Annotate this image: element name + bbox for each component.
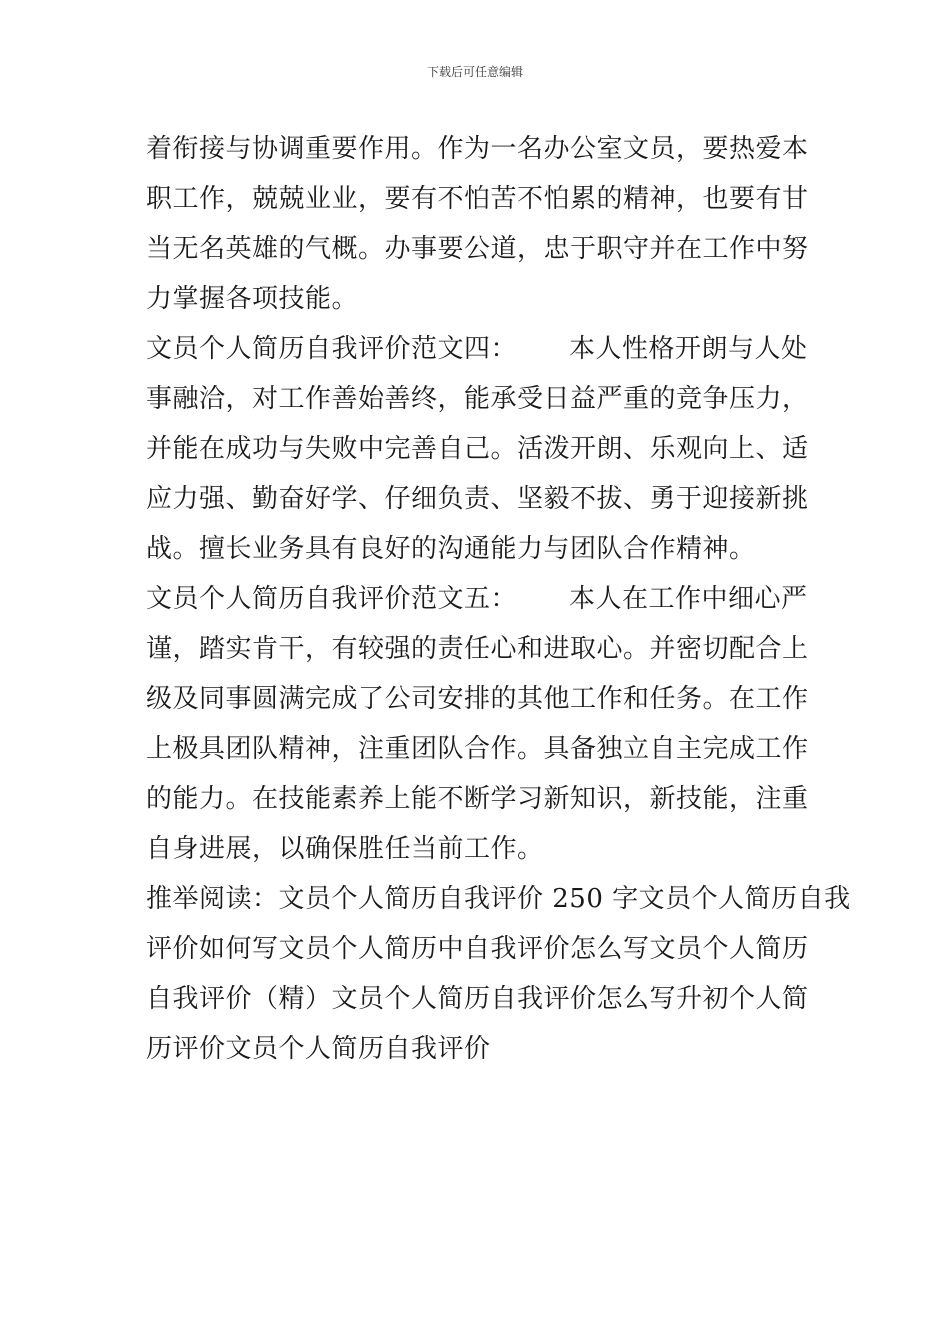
- page-header: 下载后可任意编辑: [426, 65, 523, 79]
- text-line: 自身进展，以确保胜任当前工作。: [146, 834, 544, 864]
- section-text-start: 本人性格开朗与人处: [569, 334, 808, 364]
- section-text-start: 本人在工作中细心严: [569, 584, 808, 614]
- text-line: 上极具团队精神，注重团队合作。具备独立自主完成工作: [146, 734, 809, 764]
- text-line: 评价如何写文员个人简历中自我评价怎么写文员个人简历: [146, 934, 809, 964]
- section-heading-4: [146, 324, 816, 374]
- document-body: [146, 124, 851, 1074]
- text-line: 并能在成功与失败中完善自己。活泼开朗、乐观向上、适: [146, 434, 809, 464]
- text-line: 的能力。在技能素养上能不断学习新知识，新技能，注重: [146, 784, 809, 814]
- text-line: 当无名英雄的气概。办事要公道，忠于职守并在工作中努: [146, 234, 809, 264]
- text-line: 战。擅长业务具有良好的沟通能力与团队合作精神。: [146, 534, 756, 564]
- text-line: 职工作，兢兢业业，要有不怕苦不怕累的精神，也要有甘: [146, 184, 809, 214]
- text-line: 推举阅读：文员个人简历自我评价 250 字文员个人简历自我: [146, 884, 851, 914]
- text-line: 力掌握各项技能。: [146, 284, 359, 314]
- text-line: 应力强、勤奋好学、仔细负责、坚毅不拔、勇于迎接新挑: [146, 484, 809, 514]
- section-title: 文员个人简历自我评价范文五：: [146, 584, 518, 614]
- text-line: 事融洽，对工作善始善终，能承受日益严重的竞争压力，: [146, 384, 809, 414]
- text-line: 着衔接与协调重要作用。作为一名办公室文员，要热爱本: [146, 134, 809, 164]
- text-line: 自我评价（精）文员个人简历自我评价怎么写升初个人简: [146, 984, 809, 1014]
- text-line: 谨，踏实肯干，有较强的责任心和进取心。并密切配合上: [146, 634, 809, 664]
- text-line: 级及同事圆满完成了公司安排的其他工作和任务。在工作: [146, 684, 809, 714]
- section-heading-5: [146, 574, 816, 624]
- section-title: 文员个人简历自我评价范文四：: [146, 334, 518, 364]
- text-line: 历评价文员个人简历自我评价: [146, 1034, 491, 1064]
